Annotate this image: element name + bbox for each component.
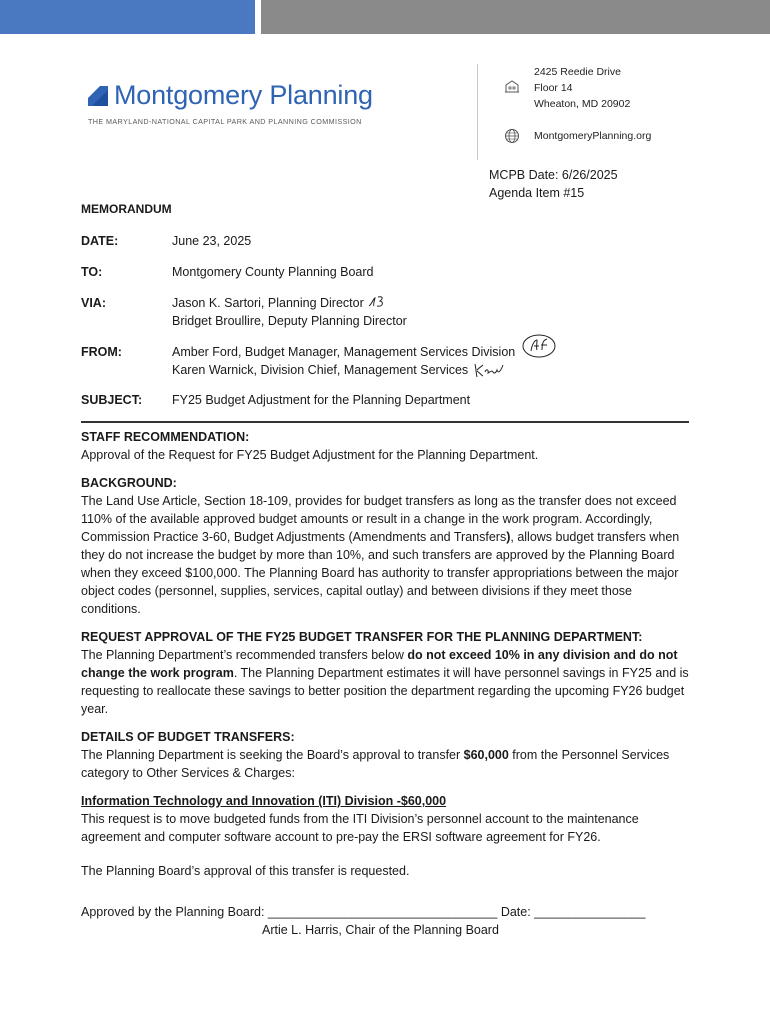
staff-rec-heading: STAFF RECOMMENDATION: (81, 430, 250, 444)
globe-icon (504, 128, 520, 144)
header-accent-bar-blue (0, 0, 255, 34)
details-text (81, 746, 691, 782)
staff-rec-text: Approval of the Request for FY25 Budget Adjustment for the Planning Department. (81, 448, 539, 462)
closing-text: The Planning Board’s approval of this transfer is requested. (81, 864, 410, 878)
subject-label: SUBJECT: (81, 393, 143, 407)
org-tagline: THE MARYLAND-NATIONAL CAPITAL PARK AND PLANNING COMMISSION (88, 117, 362, 126)
approval-line: Approved by the Planning Board: _________________________________ Date: ________________ (81, 905, 646, 919)
from-line-2: Karen Warnick, Division Chief, Management Services (172, 363, 469, 377)
background-text-part-1: The Land Use Article, Section 18-109, provides for budget transfers as long as the transfer does not exceed 110% of the available approved budget amounts or result in a change in the work program. Accordingly, Commission Practice 3-60, Budget Adjustments (Amendments and Transfers (81, 494, 677, 544)
memo-body (81, 428, 691, 880)
iti-text: This request is to move budgeted funds from the ITI Division’s personnel account to the maintenance agreement and computer software account to pre-pay the ERSI software agreement for FY26. (81, 812, 639, 844)
background-text-part-2: , allows budget transfers when they do not increase the budget by more than 10%, and such transfers are approved by the Planning Board when they exceed $100,000. The Planning Board has authority to transfer appropriations between the major object codes (personnel, supplies, services, capital outlay) and between divisions if they meet those conditions. (81, 530, 680, 616)
via-label: VIA: (81, 296, 106, 310)
building-icon (504, 78, 520, 94)
from-value (172, 343, 515, 379)
via-signature-initials (366, 294, 388, 310)
mcpb-date: MCPB Date: 6/26/2025 (489, 168, 618, 182)
address-line-3: Wheaton, MD 20902 (534, 98, 631, 110)
background-text (81, 492, 691, 618)
date-label: DATE: (81, 234, 119, 248)
from-line-1: Amber Ford, Budget Manager, Management Services Division (172, 345, 516, 359)
details-text-part-2: from the Personnel Services category to Other Services & Charges: (81, 748, 670, 780)
from-signature-initials-1 (520, 332, 558, 360)
date-value: June 23, 2025 (172, 234, 252, 248)
background-section (81, 474, 691, 618)
org-logo (88, 80, 388, 126)
via-line-1: Jason K. Sartori, Planning Director (172, 296, 364, 310)
request-bold-text: do not exceed 10% in any division and do not change the work program (81, 648, 678, 680)
request-section (81, 628, 691, 718)
via-line-2: Bridget Broullire, Deputy Planning Director (172, 314, 407, 328)
from-signature-initials-2 (473, 360, 507, 380)
background-bold-paren: ) (506, 530, 511, 544)
org-name: Montgomery Planning (114, 80, 373, 110)
request-text-part-2: . The Planning Department estimates it will have personnel savings in FY25 and is requesting to reallocate these savings to better position the department regarding the upcoming FY26 budget year. (81, 666, 689, 716)
details-section (81, 728, 691, 782)
staff-recommendation-section (81, 428, 691, 464)
iti-section (81, 792, 691, 846)
request-text-part-1: The Planning Department’s recommended transfers below (81, 648, 408, 662)
agenda-item: Agenda Item #15 (489, 186, 585, 200)
request-text (81, 646, 691, 718)
request-heading: REQUEST APPROVAL OF THE FY25 BUDGET TRANSFER FOR THE PLANNING DEPARTMENT: (81, 630, 643, 644)
iti-heading: Information Technology and Innovation (ITI) Division -$60,000 (81, 794, 447, 808)
chair-name: Artie L. Harris, Chair of the Planning Board (262, 923, 499, 937)
details-bold-amount: $60,000 (463, 748, 509, 762)
website-link[interactable]: MontgomeryPlanning.org (534, 130, 652, 142)
details-text-part-1: The Planning Department is seeking the Board’s approval to transfer (81, 748, 464, 762)
address-line-1: 2425 Reedie Drive (534, 66, 621, 78)
to-label: TO: (81, 265, 103, 279)
address-line-2: Floor 14 (534, 82, 573, 94)
details-heading: DETAILS OF BUDGET TRANSFERS: (81, 730, 295, 744)
mcpb-info (489, 166, 618, 202)
logo-mark-icon (88, 86, 108, 106)
memo-label: MEMORANDUM (81, 202, 172, 216)
background-heading: BACKGROUND: (81, 476, 177, 490)
header-divider (477, 64, 478, 160)
to-value: Montgomery County Planning Board (172, 265, 374, 279)
header-rule (81, 421, 689, 423)
header-accent-bar-gray (261, 0, 770, 34)
address-block (504, 64, 651, 144)
subject-value: FY25 Budget Adjustment for the Planning Department (172, 393, 471, 407)
from-label: FROM: (81, 345, 122, 359)
